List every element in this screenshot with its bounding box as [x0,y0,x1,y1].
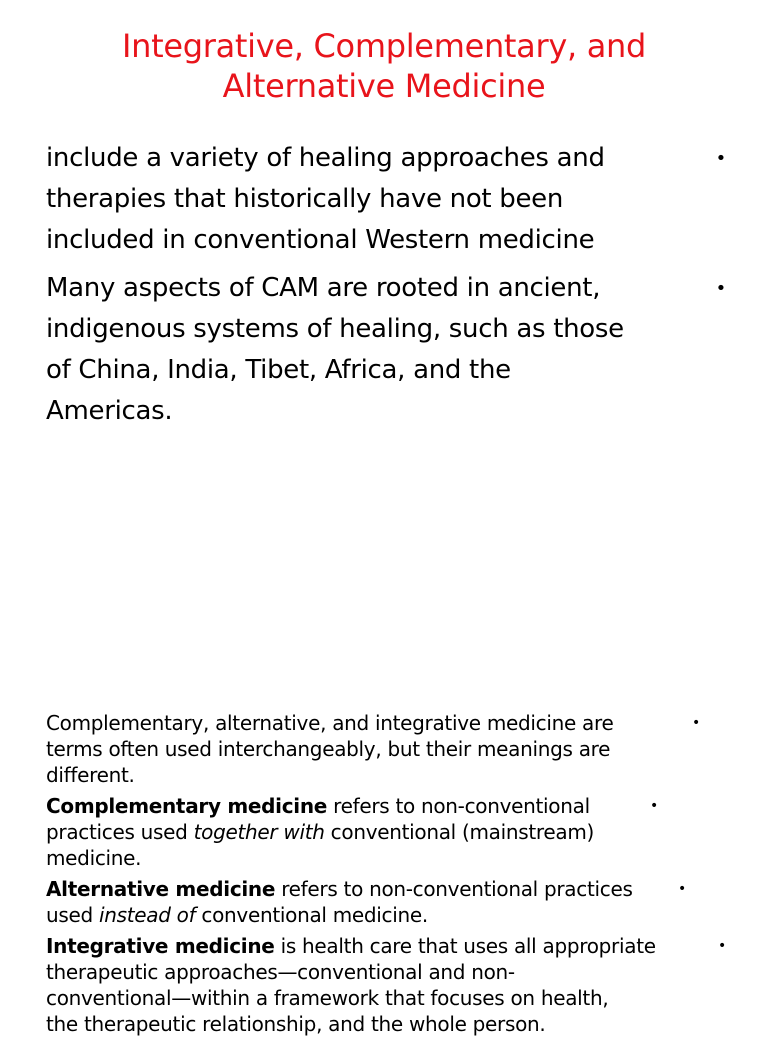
emphasis-instead-of: instead of [98,903,196,927]
term-integrative-medicine: Integrative medicine [46,934,275,958]
bullet-text-line [46,819,710,845]
term-alternative-medicine: Alternative medicine [46,877,276,901]
bullet-text-line [46,902,710,928]
bullet-dot-icon: • [715,278,726,299]
bullet-dot-icon: • [718,938,726,954]
definition-bullet-alternative [46,876,746,928]
definition-bullet-integrative [46,933,746,1037]
intro-bullet-ancient-roots [46,268,726,432]
definition-text: practices used [46,820,194,844]
bullet-text-line: different. [46,763,135,787]
definition-text: conventional (mainstream) [324,820,595,844]
bullet-text-line: of China, India, Tibet, Africa, and the [46,355,511,385]
page-title-line-2: Alternative Medicine [222,67,546,105]
intro-bullet-list [46,138,726,439]
bullet-dot-icon: • [650,798,658,814]
bullet-text-line: therapeutic approaches—conventional and non- [46,960,515,984]
definition-text: used [46,903,99,927]
bullet-text-line: Many aspects of CAM are rooted in ancient, [46,273,601,303]
bullet-text-line: Americas. [46,396,173,426]
bullet-text-line [46,793,710,819]
definition-text: is health care that uses all appropriate [274,934,656,958]
bullet-text-line: terms often used interchangeably, but their meanings are [46,737,611,761]
intro-bullet-healing-approaches [46,138,726,261]
bullet-dot-icon: • [692,715,700,731]
bullet-text-line: the therapeutic relationship, and the whole person. [46,1012,546,1036]
bullet-text-line: medicine. [46,846,142,870]
page-title-line-1: Integrative, Complementary, and [121,27,647,65]
bullet-text-line: include a variety of healing approaches and [46,143,605,173]
definition-text: refers to non-conventional [327,794,590,818]
emphasis-together-with: together with [193,820,325,844]
definition-bullet-complementary [46,793,746,871]
bullet-text-line: included in conventional Western medicine [46,225,595,255]
bullet-text-line: Complementary, alternative, and integrative medicine are [46,711,614,735]
definition-text: conventional medicine. [195,903,428,927]
page-title [0,26,768,106]
term-complementary-medicine: Complementary medicine [46,794,328,818]
bullet-text-line [46,876,710,902]
bullet-text-line: therapies that historically have not been [46,184,564,214]
definition-text: refers to non-conventional practices [275,877,633,901]
bullet-dot-icon: • [715,148,726,169]
bullet-dot-icon: • [678,881,686,897]
bullet-text-line: indigenous systems of healing, such as those [46,314,624,344]
bullet-text-line [46,933,710,959]
definition-bullet-overview [46,710,746,788]
definition-bullet-list [46,710,746,1042]
bullet-text-line: conventional—within a framework that focuses on health, [46,986,609,1010]
